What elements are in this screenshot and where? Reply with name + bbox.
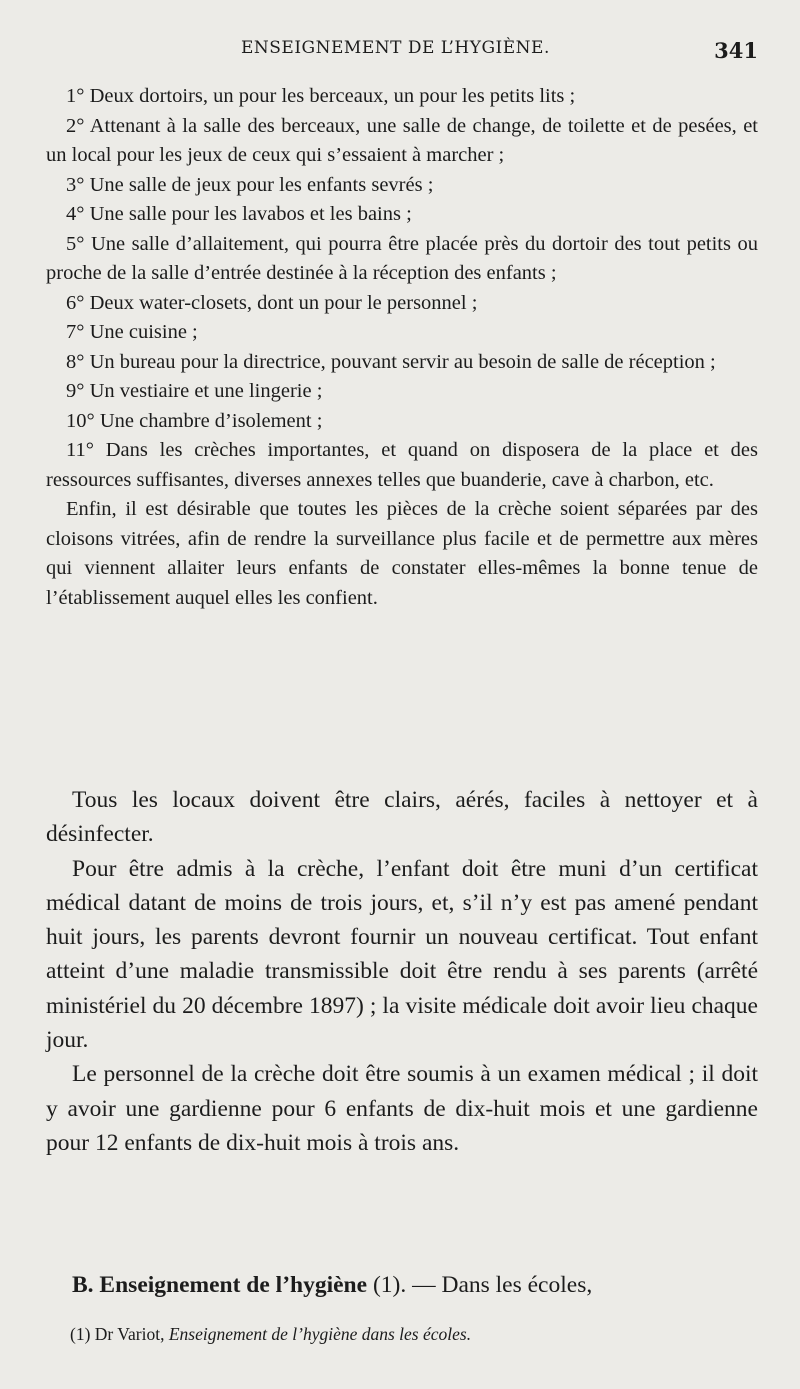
footnote-title: Enseignement de l’hygiène dans les écoles. <box>168 1324 472 1344</box>
section-title: B. Enseignement de l’hygiène <box>72 1272 368 1298</box>
footnote-reference: (1). <box>372 1272 407 1298</box>
list-item: 4° Une salle pour les lavabos et les bains ; <box>66 203 412 225</box>
page-header <box>46 38 758 70</box>
list-item: 10° Une chambre d’isolement ; <box>66 409 323 432</box>
list-item: 2° Attenant à la salle des berceaux, une salle de change, de toilette et de pesées, et un local pour les jeux de ceux qui s’essaient à marcher ; <box>46 114 758 166</box>
running-title: ENSEIGNEMENT DE L’HYGIÈNE. <box>241 38 550 58</box>
list-item: 11° Dans les crèches importantes, et quand on disposera de la place et des ressources suffisantes, diverses annexes telles que buanderie, cave à charbon, etc. <box>46 439 758 491</box>
footnote-author: Dr Variot, <box>94 1324 165 1344</box>
list-item: 5° Une salle d’allaitement, qui pourra être placée près du dortoir des tout petits ou proche de la salle d’entrée destinée à la réception des enfants ; <box>46 232 758 284</box>
section-continuation: — Dans les écoles, <box>406 1272 593 1298</box>
list-item: 6° Deux water-closets, dont un pour le personnel ; <box>66 291 478 314</box>
footnote <box>70 1322 750 1346</box>
room-list <box>46 82 758 613</box>
main-text <box>46 783 758 1160</box>
list-item: 8° Un bureau pour la directrice, pouvant servir au besoin de salle de réception ; <box>66 350 716 373</box>
paragraph: Pour être admis à la crèche, l’enfant doit être muni d’un certificat médical datant de moins de trois jours, et, s’il n’y est pas amené pendant huit jours, les parents devront fournir un nouveau certificat. Tout enfant atteint d’une maladie transmissible doit être rendu à ses parents (arrêté ministériel du 20 décembre 1897) ; la visite médicale doit avoir lieu chaque jour. <box>46 855 758 1054</box>
list-item: 9° Un vestiaire et une lingerie ; <box>66 380 323 402</box>
footnote-marker: (1) <box>70 1324 91 1344</box>
small-paragraph: Enfin, il est désirable que toutes les pièces de la crèche soient séparées par des cloisons vitrées, afin de rendre la surveillance plus facile et de permettre aux mères qui viennent allaiter leurs enfants de constater elles-mêmes la bonne tenue de l’établissement auquel elles les confient. <box>46 498 758 609</box>
paragraph: Tous les locaux doivent être clairs, aérés, faciles à nettoyer et à désinfecter. <box>46 787 758 848</box>
page-number: 341 <box>714 38 758 63</box>
section-heading <box>46 1268 758 1302</box>
list-item: 3° Une salle de jeux pour les enfants sevrés ; <box>66 173 434 196</box>
list-item: 7° Une cuisine ; <box>66 321 198 343</box>
paragraph: Le personnel de la crèche doit être soumis à un examen médical ; il doit y avoir une gardienne pour 6 enfants de dix-huit mois et une gardienne pour 12 enfants de dix-huit mois à trois ans. <box>46 1061 758 1156</box>
list-item: 1° Deux dortoirs, un pour les berceaux, un pour les petits lits ; <box>66 85 576 107</box>
